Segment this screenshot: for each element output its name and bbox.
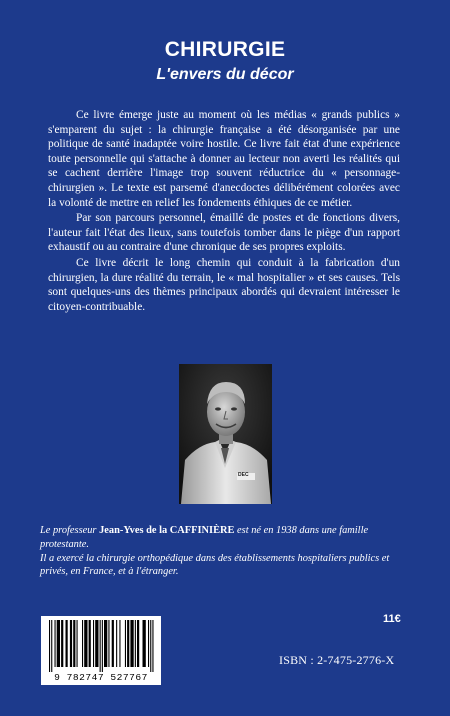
barcode-bar: [108, 620, 109, 667]
barcode-bar: [55, 620, 56, 667]
barcode: [41, 616, 161, 685]
coat-badge-text: DEC: [238, 472, 249, 478]
bio-line-1: [40, 524, 412, 552]
barcode-bar: [116, 620, 117, 667]
bio-birth: est né en 1938 dans une famille protestante.: [40, 525, 369, 550]
back-cover-blurb: [48, 108, 400, 315]
barcode-bar: [102, 620, 103, 672]
barcode-bar: [148, 620, 149, 667]
barcode-bar: [150, 620, 151, 672]
book-title: CHIRURGIE: [164, 38, 286, 61]
barcode-bar: [70, 620, 72, 667]
barcode-digits: 9 782747 527767: [54, 672, 148, 683]
barcode-bar: [57, 620, 60, 667]
author-photo: [179, 364, 272, 504]
barcode-bar: [119, 620, 120, 667]
blurb-paragraph-1: Ce livre émerge juste au moment où les médias « grands publics » s'emparent du sujet : la chirurgie française a été désorganisée par une politique de santé inadaptée voire hostile. Ce livre fait état d'une expérience toute personnelle qui s'attache à donner au lecteur non averti les réalités qui se cachent derrière l'image trop souvent réductrice du « personnage-chirurgien ». Le texte est parsemé d'anecdoctes délibérément colorées avec la volonté de mettre en relief les fondements éthiques de ce métier.: [48, 109, 400, 209]
barcode-bar: [100, 620, 101, 672]
barcode-bar: [143, 620, 146, 667]
barcode-bar: [137, 620, 139, 667]
bio-prefix: Le professeur: [40, 525, 100, 536]
barcode-bar: [89, 620, 91, 667]
blurb-paragraph-2: Par son parcours personnel, émaillé de postes et de fonctions divers, l'auteur fait l'état des lieux, sans toutefois tomber dans le piège d'un rapport exhaustif ou au contraire d'une chronique de ses propres exploits.: [48, 212, 400, 254]
blurb-paragraph-3: Ce livre décrit le long chemin qui conduit à la fabrication d'un chirurgien, la dure réalité du terrain, le « mal hospitalier » et ses causes. Tels sont quelques-uns des thèmes principaux abordés qui devraient intéresser le citoyen-contribuable.: [48, 256, 400, 313]
barcode-bars: [41, 616, 161, 672]
barcode-bar: [82, 620, 83, 667]
author-portrait-image: [179, 364, 272, 504]
barcode-bar: [73, 620, 75, 667]
barcode-bar: [127, 620, 129, 667]
author-name: Jean-Yves de la CAFFINIÈRE: [99, 525, 235, 536]
bio-line-2: Il a exercé la chirurgie orthopédique dans des établissements hospitaliers publics et privés, en France, et à l'étranger.: [40, 552, 390, 578]
barcode-bar: [84, 620, 87, 667]
barcode-bar: [135, 620, 136, 667]
author-bio: [40, 524, 412, 579]
barcode-bar: [51, 620, 52, 672]
barcode-bar: [49, 620, 50, 672]
price-label: 11€: [383, 613, 401, 625]
book-subtitle: L'envers du décor: [156, 66, 294, 83]
isbn-label: ISBN : 2-7475-2776-X: [279, 653, 395, 667]
barcode-bar: [125, 620, 126, 667]
barcode-bar: [77, 620, 78, 667]
barcode-bar: [61, 620, 63, 667]
barcode-bar: [95, 620, 98, 667]
barcode-bar: [93, 620, 94, 667]
barcode-bar: [66, 620, 68, 667]
barcode-bar: [104, 620, 107, 667]
barcode-bar: [152, 620, 153, 672]
barcode-bar: [112, 620, 114, 667]
barcode-bar: [130, 620, 133, 667]
